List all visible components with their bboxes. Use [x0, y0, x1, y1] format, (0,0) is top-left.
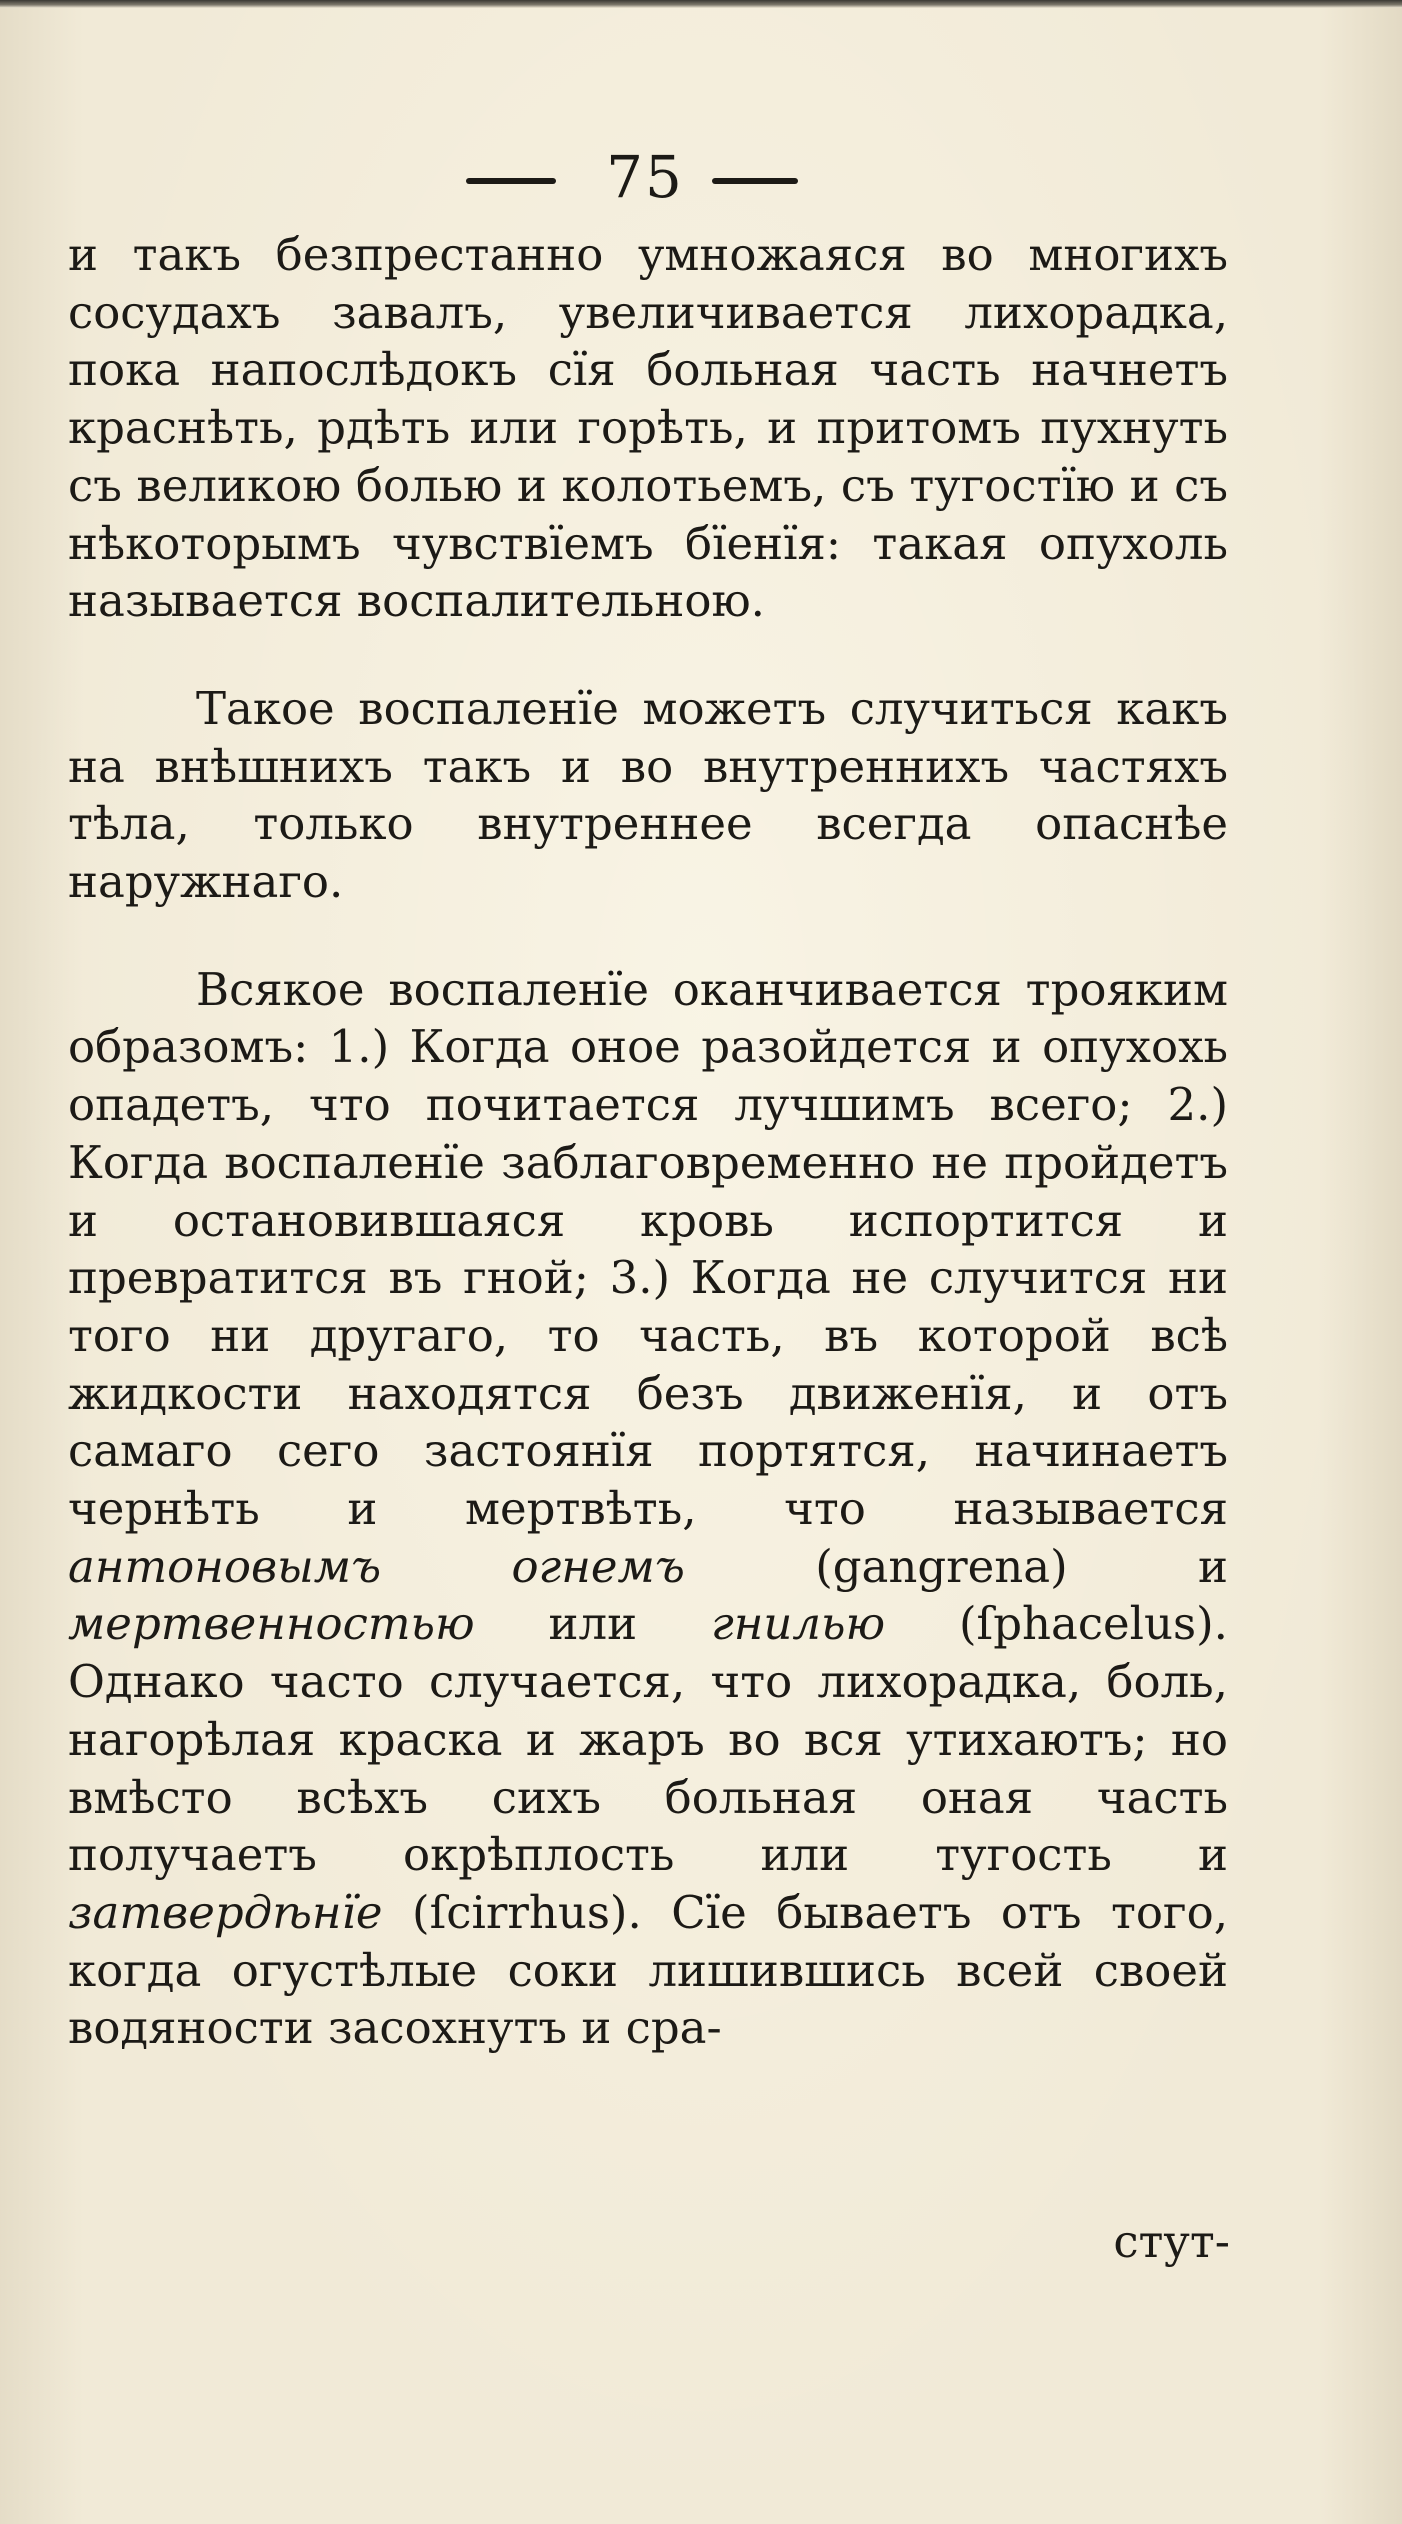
paragraph-2 — [68, 680, 1228, 911]
italic-term: гнилью — [710, 1597, 886, 1651]
text-segment: Такое воспаленїе можетъ случиться какъ на внѣшнихъ такъ и во внутреннихъ частяхъ тѣла, только внутреннее всегда опаснѣе наружнаго. — [68, 681, 1228, 909]
body-text — [68, 226, 1228, 2057]
paragraph-3 — [68, 961, 1228, 2057]
text-segment: (gangrena) и — [684, 1539, 1229, 1593]
page-header — [0, 142, 1402, 212]
catchword: стут- — [1113, 2215, 1230, 2268]
text-segment: или — [474, 1597, 711, 1651]
italic-term: затвердѣнїе — [68, 1885, 383, 1939]
paragraph-1 — [68, 226, 1228, 630]
header-dash-left — [466, 178, 556, 184]
text-segment: (ſcirrhus). Сїе бываетъ отъ того, когда огустѣлые соки лишившись всей своей водяности засохнутъ и сра- — [68, 1885, 1228, 2055]
text-segment: Всякое воспаленїе оканчивается трояким образомъ: 1.) Когда оное разойдется и опухохь опадетъ, что почитается лучшимъ всего; 2.) Когда воспаленїе заблаговременно не пройдетъ и остановившаяся кровь испортится и превратится въ гной; 3.) Когда не случится ни того ни другаго, то часть, въ которой всѣ жидкости находятся безъ движенїя, и отъ самаго сего застоянїя портятся, начинаетъ чернѣть и мертвѣть, что называется — [68, 962, 1228, 1536]
page-number: 75 — [606, 143, 684, 211]
page-top-edge — [0, 0, 1402, 8]
text-segment: (ſphacelus). Однако часто случается, что лихорадка, боль, нагорѣлая краска и жаръ во вся утихаютъ; но вмѣсто всѣхъ сихъ больная оная часть получаетъ окрѣплость или тугость и — [68, 1597, 1228, 1882]
header-dash-right — [712, 178, 798, 184]
italic-term: мертвенностью — [68, 1597, 475, 1651]
italic-term: антоновымъ огнемъ — [68, 1539, 685, 1593]
text-segment: и такъ безпрестанно умножаяся во многихъ сосудахъ завалъ, увеличивается лихорадка, пока напослѣдокъ сїя больная часть начнетъ краснѣть, рдѣть или горѣть, и притомъ пухнуть съ великою болью и колотьемъ, съ тугостїю и съ нѣкоторымъ чувствїемъ бїенїя: такая опухоль называется воспалительною. — [68, 228, 1228, 628]
